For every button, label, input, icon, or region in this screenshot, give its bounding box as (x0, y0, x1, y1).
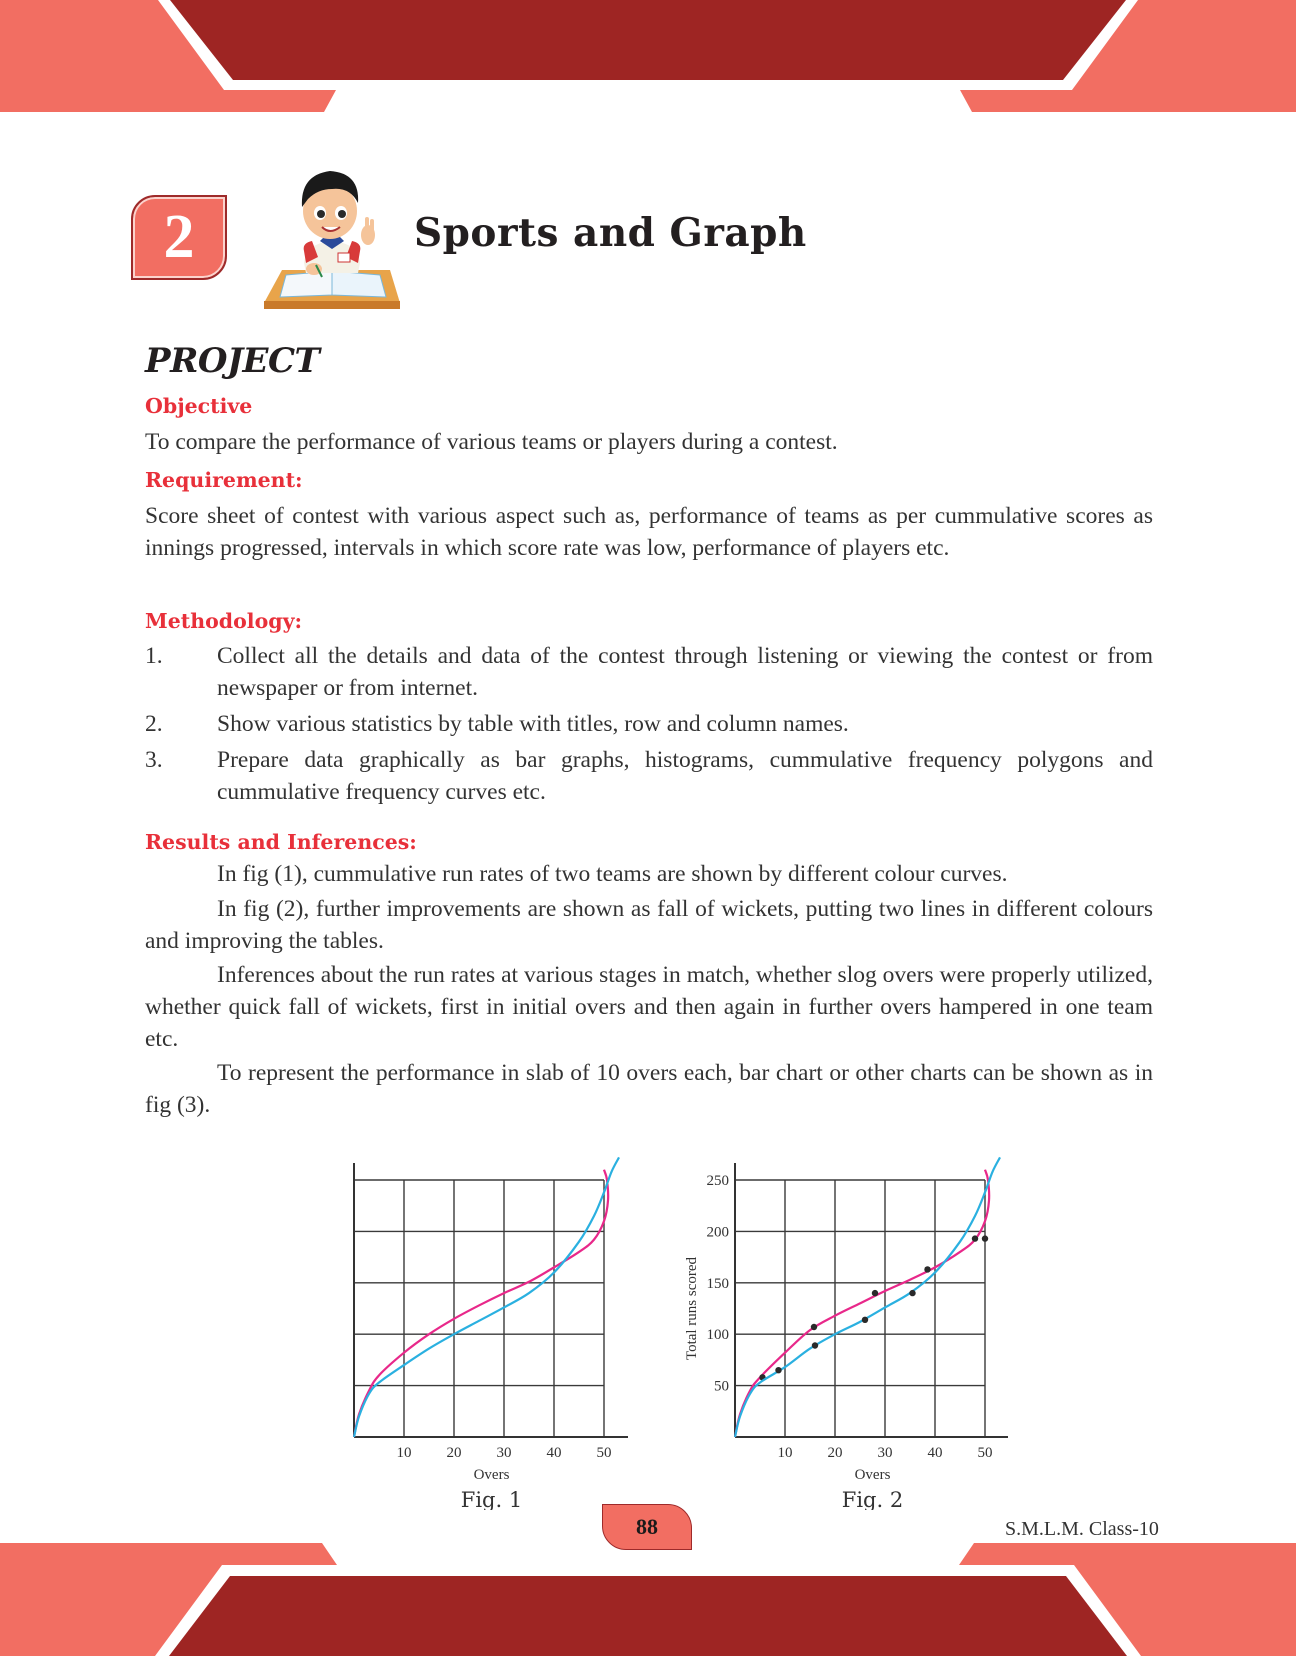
footer-center-band (169, 1576, 1127, 1656)
results-heading-wrap (145, 826, 1153, 858)
results-paragraphs (145, 861, 1153, 1121)
project-heading: PROJECT (145, 341, 320, 381)
team-a-curve (735, 1170, 989, 1437)
wicket-marker (862, 1317, 868, 1323)
x-tick-label: 50 (977, 1445, 993, 1461)
methodology-item (145, 744, 1153, 808)
book-label: S.M.L.M. Class-10 (1005, 1518, 1159, 1540)
y-tick-label: 250 (706, 1173, 729, 1189)
item-number: 3. (145, 747, 163, 773)
methodology-item (145, 708, 1153, 740)
objective-heading: Objective (145, 394, 253, 418)
header-center-band (170, 0, 1126, 80)
methodology-heading-wrap (145, 605, 1153, 637)
wicket-marker (924, 1266, 930, 1272)
item-number: 2. (145, 711, 163, 737)
y-tick-label: 150 (706, 1275, 729, 1292)
results-paragraph: In fig (1), cummulative run rates of two teams are shown by different colour curves. (217, 861, 1008, 887)
x-tick-label: 20 (446, 1445, 462, 1461)
x-tick-label: 50 (596, 1445, 612, 1461)
x-axis-label: Overs (854, 1467, 891, 1483)
y-tick-label: 200 (706, 1224, 729, 1241)
results-paragraph: In fig (2), further improvements are shown as fall of wickets, putting two lines in different colours and improving the tables. (145, 896, 1153, 954)
item-text: Collect all the details and data of the contest through listening or viewing the contest or from newspaper or from internet. (217, 643, 1153, 701)
figure-caption: Fig. 2 (841, 1488, 904, 1510)
team-a-curve (354, 1170, 608, 1437)
fig-2-chart (684, 1157, 1008, 1510)
team-b-curve (735, 1157, 1000, 1437)
header-decoration (0, 0, 1296, 115)
chapter-number-badge (131, 195, 227, 280)
objective-text: To compare the performance of various teams or players during a contest. (145, 429, 838, 455)
chapter-number: 2 (163, 203, 195, 271)
x-tick-label: 40 (546, 1445, 562, 1461)
x-tick-label: 30 (877, 1445, 893, 1461)
results-paragraph: Inferences about the run rates at various stages in match, whether slog overs were properly utilized, whether quick fall of wickets, first in initial overs and then again in further overs hampered in one team etc. (145, 962, 1153, 1052)
y-tick-label: 100 (706, 1327, 729, 1344)
wicket-marker (872, 1290, 878, 1296)
boy-writing-illustration (262, 165, 402, 311)
x-axis-label: Overs (473, 1467, 510, 1483)
figures (0, 1140, 1296, 1510)
results-paragraph: To represent the performance in slab of 10 overs each, bar chart or other charts can be shown as in fig (3). (145, 1060, 1153, 1118)
item-text: Prepare data graphically as bar graphs, histograms, cummulative frequency polygons and cummulative frequency curves etc. (217, 747, 1153, 805)
wicket-marker (812, 1342, 818, 1348)
requirement-heading-wrap (145, 464, 1153, 496)
wicket-marker (775, 1367, 781, 1373)
wicket-marker (909, 1290, 915, 1296)
footer-decoration (0, 1540, 1296, 1656)
page-number: 88 (636, 1514, 658, 1539)
project-section (145, 341, 1153, 381)
y-axis-label: Total runs scored (684, 1256, 700, 1361)
x-tick-label: 30 (496, 1445, 512, 1461)
team-b-curve (354, 1157, 619, 1437)
fig-1-chart (354, 1157, 628, 1510)
x-tick-label: 10 (777, 1445, 793, 1461)
figure-caption: Fig. 1 (460, 1488, 523, 1510)
methodology-list (145, 640, 1153, 808)
wicket-marker (982, 1235, 988, 1241)
methodology-item (145, 640, 1153, 704)
chapter-title: Sports and Graph (414, 210, 807, 256)
requirement-text: Score sheet of contest with various aspect such as, performance of teams as per cummulative scores as innings progressed, intervals in which score rate was low, performance of players etc. (145, 503, 1153, 561)
x-tick-label: 40 (927, 1445, 943, 1461)
requirement-heading: Requirement: (145, 468, 303, 492)
wicket-marker (811, 1324, 817, 1330)
objective-section (145, 390, 1153, 422)
x-tick-label: 20 (827, 1445, 843, 1461)
item-number: 1. (145, 643, 163, 669)
wicket-marker (972, 1235, 978, 1241)
x-tick-label: 10 (396, 1445, 412, 1461)
results-heading: Results and Inferences: (145, 830, 417, 854)
methodology-heading: Methodology: (145, 609, 303, 633)
y-tick-label: 50 (714, 1378, 729, 1395)
item-text: Show various statistics by table with titles, row and column names. (217, 711, 849, 737)
